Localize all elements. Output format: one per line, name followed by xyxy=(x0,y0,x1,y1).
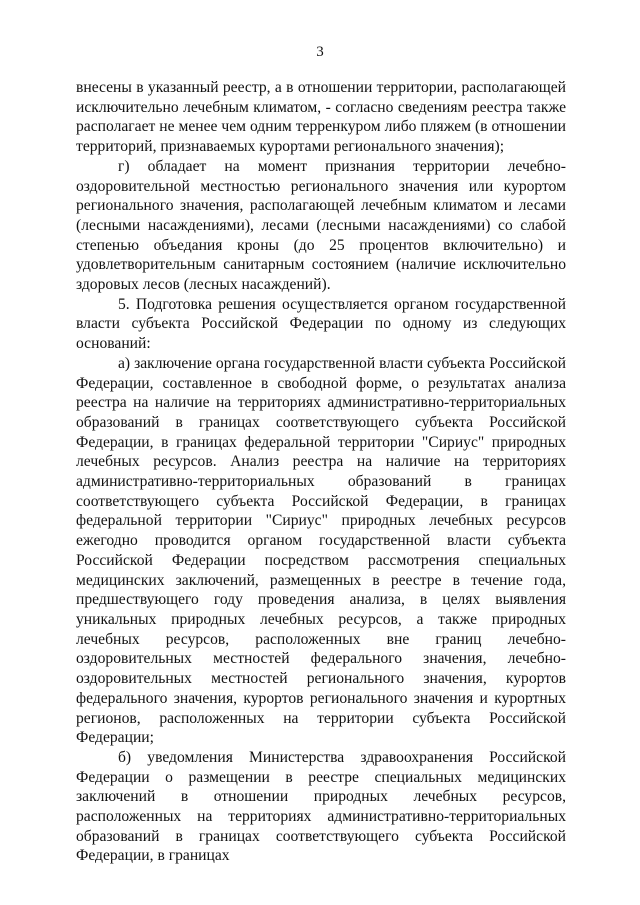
paragraph-continuation: внесены в указанный реестр, а в отношении территории, располагающей исключительно лечебным климатом, - согласно сведениям реестра также располагает не менее чем одним терренкуром либо пляжем (в отношении территорий, признаваемых курортами регионального значения); xyxy=(76,79,566,156)
document-body xyxy=(76,78,566,866)
page-number: 3 xyxy=(316,44,324,60)
paragraph-section-5: 5. Подготовка решения осуществляется органом государственной власти субъекта Российской Федерации по одному из следующих оснований: xyxy=(76,295,566,353)
paragraph-item-g: г) обладает на момент признания территории лечебно-оздоровительной местностью регионального значения или курортом регионального значения, располагающей лечебным климатом и лесами (лесными насаждениями), лесами (лесными насаждениями) со слабой степенью объедания кроны (до 25 процентов включительно) и удовлетворительным санитарным состоянием (наличие исключительно здоровых лесов (лесных насаждений). xyxy=(76,157,566,294)
paragraph-item-a: а) заключение органа государственной власти субъекта Российской Федерации, составленное в свободной форме, о результатах анализа реестра на наличие на территориях административно-территориальных образований в границах соответствующего субъекта Российской Федерации, в границах федеральной территории "Сириус" природных лечебных ресурсов. Анализ реестра на наличие на территориях административно-территориальных образований в границах соответствующего субъекта Российской Федерации, в границах федеральной территории "Сириус" природных лечебных ресурсов ежегодно проводится органом государственной власти субъекта Российской Федерации посредством рассмотрения специальных медицинских заключений, размещенных в реестре в течение года, предшествующего году проведения анализа, в целях выявления уникальных природных лечебных ресурсов, а также природных лечебных ресурсов, расположенных вне границ лечебно-оздоровительных местностей федерального значения, лечебно-оздоровительных местностей регионального значения, курортов федерального значения, курортов регионального значения и курортных регионов, расположенных на территории субъекта Российской Федерации; xyxy=(76,354,566,747)
paragraph-item-b: б) уведомления Министерства здравоохранения Российской Федерации о размещении в реестре специальных медицинских заключений в отношении природных лечебных ресурсов, расположенных на территориях административно-территориальных образований в границах соответствующего субъекта Российской Федерации, в границах xyxy=(76,748,566,865)
